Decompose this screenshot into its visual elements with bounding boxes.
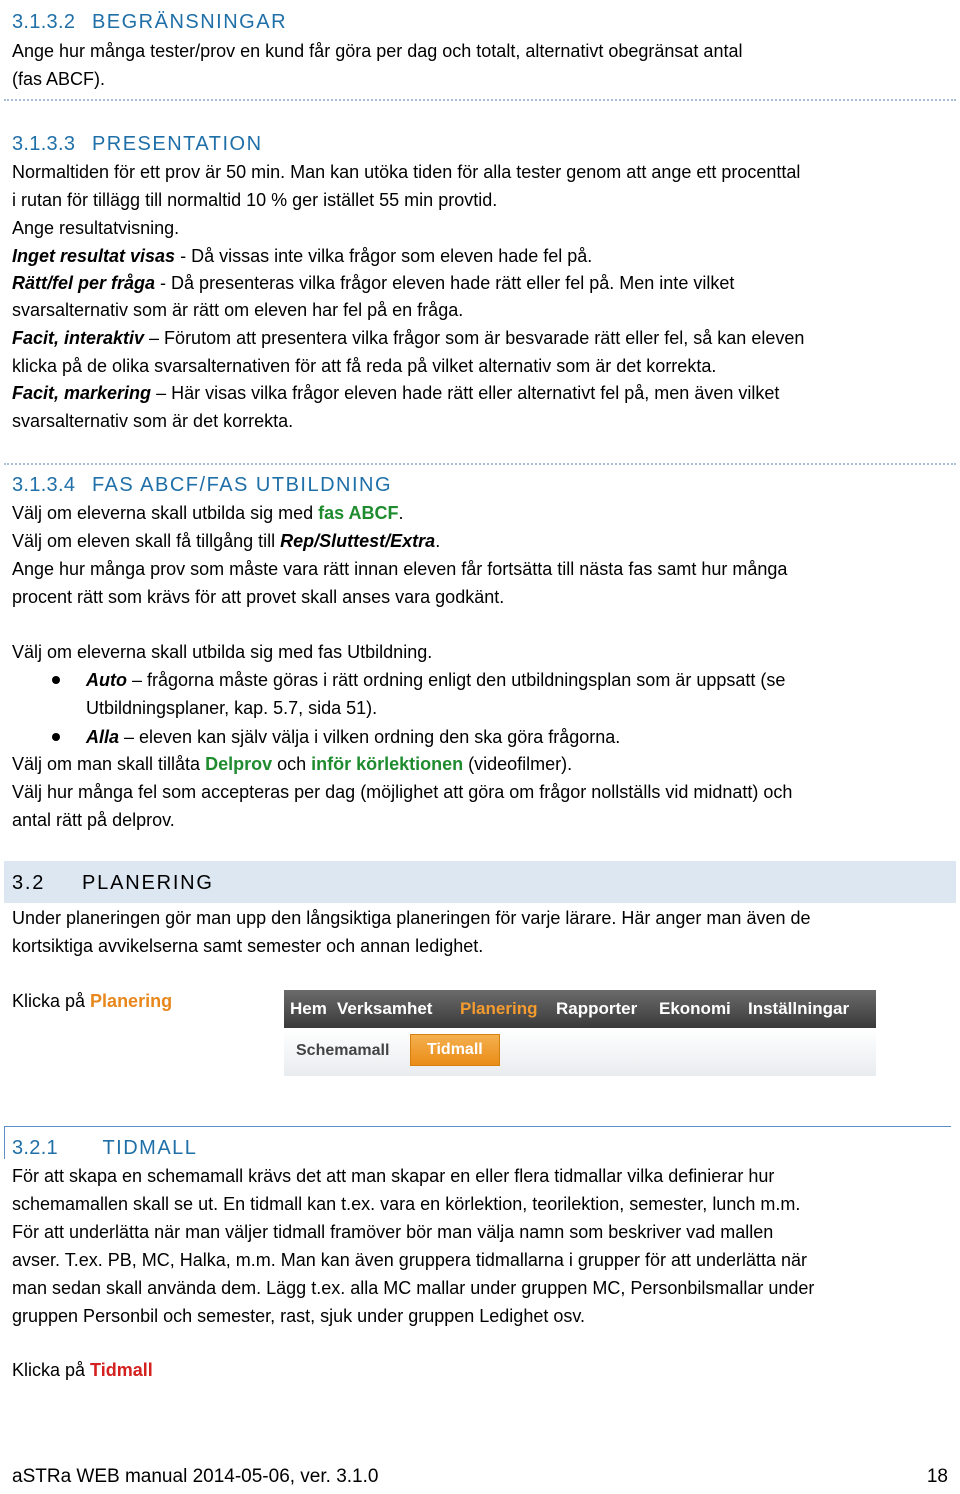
paragraph-line <box>12 501 404 525</box>
bullet-icon <box>52 676 60 684</box>
heading-title: FAS ABCF/FAS UTBILDNING <box>91 474 393 496</box>
section-divider <box>4 99 956 101</box>
submenu-item-schemamall[interactable]: Schemamall <box>296 1042 390 1059</box>
highlight-delprov: Delprov <box>205 754 273 774</box>
bullet-item <box>86 725 620 749</box>
submenu-item-tidmall[interactable]: Tidmall <box>410 1034 500 1066</box>
paragraph-line: Normaltiden för ett prov är 50 min. Man kan utöka tiden för alla tester genom att ange ett procenttal <box>12 162 801 182</box>
highlight-fas-abcf: fas ABCF <box>318 503 399 523</box>
paragraph-line: Ange hur många tester/prov en kund får göra per dag och totalt, alternativt obegränsat antal <box>12 41 743 61</box>
heading-title: PRESENTATION <box>91 133 263 155</box>
option-label: Facit, markering <box>12 383 152 403</box>
main-menubar <box>284 990 876 1028</box>
paragraph-line: avser. T.ex. PB, MC, Halka, m.m. Man kan även gruppera tidmallarna i grupper för att underlätta när <box>12 1250 808 1270</box>
heading-title: BEGRÄNSNINGAR <box>91 11 288 33</box>
bullet-item <box>86 668 785 692</box>
bullet-icon <box>52 733 60 741</box>
option-text: – Här visas vilka frågor eleven hade rätt eller alternativt fel på, men även vilket <box>151 383 780 403</box>
highlight-planering: Planering <box>90 991 173 1011</box>
paragraph-line: svarsalternativ som är rätt om eleven har fel på en fråga. <box>12 300 464 320</box>
paragraph-line: Ange resultatvisning. <box>12 218 180 238</box>
heading-begransningar <box>12 10 287 34</box>
paragraph-line: För att underlätta när man väljer tidmall framöver bör man välja namn som beskriver vad mallen <box>12 1222 774 1242</box>
submenu-bar <box>284 1028 876 1076</box>
heading-number: 3.2.1 <box>12 1137 58 1159</box>
option-label: Rätt/fel per fråga <box>12 273 156 293</box>
footer-text: aSTRa WEB manual 2014-05-06, ver. 3.1.0 <box>12 1466 379 1487</box>
heading-number: 3.2 <box>12 872 46 894</box>
page-number: 18 <box>926 1466 948 1487</box>
heading-number: 3.1.3.4 <box>12 474 76 496</box>
option-text: - Då vissas inte vilka frågor som eleven hade fel på. <box>175 246 593 266</box>
instruction-line <box>12 1358 153 1382</box>
bullet-text: – eleven kan själv välja i vilken ordning den ska göra frågorna. <box>119 727 621 747</box>
highlight-rep-sluttest: Rep/Sluttest/Extra <box>280 531 436 551</box>
option-label: Facit, interaktiv <box>12 328 145 348</box>
highlight-korlektion: inför körlektionen <box>311 754 464 774</box>
heading-tidmall <box>12 1136 197 1160</box>
section-divider <box>4 463 956 465</box>
text: Välj om eleverna skall utbilda sig med <box>12 503 319 523</box>
bullet-cont: Utbildningsplaner, kap. 5.7, sida 51). <box>86 698 378 718</box>
menu-item-rapporter[interactable]: Rapporter <box>556 999 638 1018</box>
text: Klicka på <box>12 991 91 1011</box>
paragraph-line: För att skapa en schemamall krävs det att man skapar en eller flera tidmallar vilka definierar hur <box>12 1166 775 1186</box>
paragraph-line: Välj om eleverna skall utbilda sig med fas Utbildning. <box>12 642 433 662</box>
text: Välj om man skall tillåta <box>12 754 206 774</box>
text: . <box>398 503 404 523</box>
heading-presentation <box>12 132 263 156</box>
instruction-line <box>12 989 172 1013</box>
paragraph-line: gruppen Personbil och semester, rast, sjuk under gruppen Ledighet osv. <box>12 1306 586 1326</box>
paragraph-line: Ange hur många prov som måste vara rätt innan eleven får fortsätta till nästa fas samt hur många <box>12 559 788 579</box>
heading-number: 3.1.3.2 <box>12 11 76 33</box>
option-text: - Då presenteras vilka frågor eleven hade rätt eller fel på. Men inte vilket <box>155 273 735 293</box>
option-text: – Förutom att presentera vilka frågor som är besvarade rätt eller fel, så kan eleven <box>144 328 805 348</box>
text: Klicka på <box>12 1360 91 1380</box>
menu-item-ekonomi[interactable]: Ekonomi <box>659 999 731 1018</box>
paragraph-line: schemamallen skall se ut. En tidmall kan t.ex. vara en körlektion, teorilektion, semester, lunch m.m. <box>12 1194 801 1214</box>
bullet-label: Alla <box>86 727 120 747</box>
text: Välj om eleven skall få tillgång till <box>12 531 281 551</box>
paragraph-line: svarsalternativ som är det korrekta. <box>12 411 294 431</box>
menu-screenshot <box>284 990 876 1076</box>
heading-title: TIDMALL <box>102 1137 198 1159</box>
bullet-text: – frågorna måste göras i rätt ordning enligt den utbildningsplan som är uppsatt (se <box>126 670 786 690</box>
paragraph-line: klicka på de olika svarsalternativen för att få reda på vilket alternativ som är det korrekta. <box>12 356 717 376</box>
paragraph-line: antal rätt på delprov. <box>12 810 175 830</box>
paragraph-line: Välj hur många fel som accepteras per dag (möjlighet att göra om frågor nollställs vid midnatt) och <box>12 782 793 802</box>
paragraph-line: Under planeringen gör man upp den långsiktiga planeringen för varje lärare. Här anger man även de <box>12 908 811 928</box>
text: och <box>272 754 312 774</box>
paragraph-line <box>12 752 572 776</box>
menu-item-planering[interactable]: Planering <box>460 999 538 1018</box>
paragraph-line: procent rätt som krävs för att provet skall anses vara godkänt. <box>12 587 505 607</box>
heading-fas <box>12 473 392 497</box>
paragraph-line: i rutan för tillägg till normaltid 10 % ger istället 55 min provtid. <box>12 190 498 210</box>
option-line <box>12 381 779 405</box>
text: . <box>435 531 441 551</box>
paragraph-line: (fas ABCF). <box>12 69 106 89</box>
option-line <box>12 271 734 295</box>
heading-planering <box>12 872 214 895</box>
heading-title: PLANERING <box>82 872 214 894</box>
menu-item-verksamhet[interactable]: Verksamhet <box>337 999 433 1018</box>
paragraph-line: kortsiktiga avvikelserna samt semester och annan ledighet. <box>12 936 484 956</box>
menu-item-installningar[interactable]: Inställningar <box>748 999 850 1018</box>
menu-item-hem[interactable]: Hem <box>290 999 327 1018</box>
text: (videofilmer). <box>463 754 573 774</box>
option-line <box>12 244 592 268</box>
paragraph-line <box>12 529 440 553</box>
option-label: Inget resultat visas <box>12 246 176 266</box>
highlight-tidmall: Tidmall <box>90 1360 153 1380</box>
heading-number: 3.1.3.3 <box>12 133 76 155</box>
paragraph-line: man sedan skall använda dem. Lägg t.ex. alla MC mallar under gruppen MC, Personbilsmallar under <box>12 1278 815 1298</box>
option-line <box>12 326 804 350</box>
bullet-label: Auto <box>86 670 127 690</box>
